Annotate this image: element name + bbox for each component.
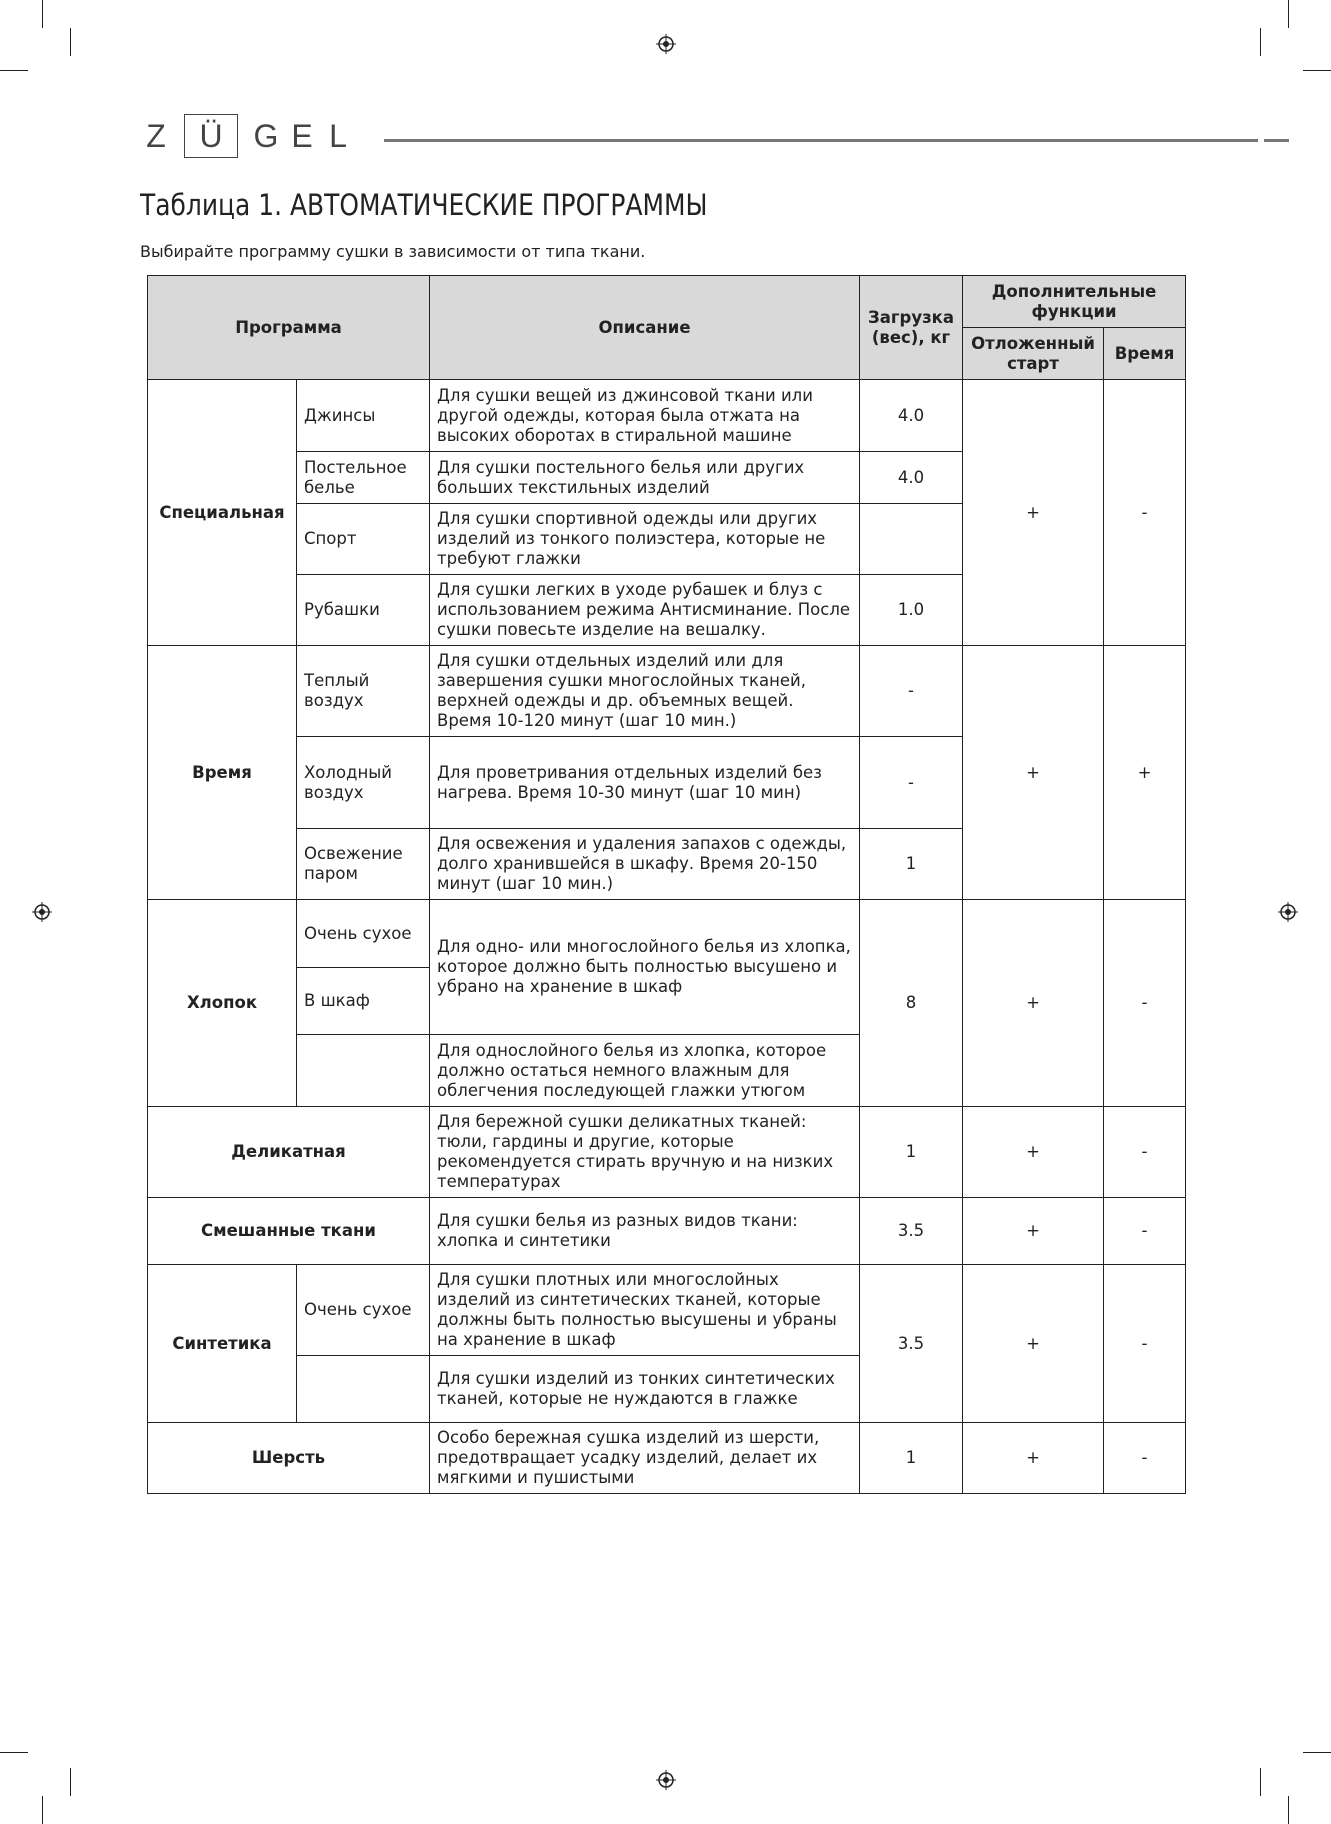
program-name: Хлопок <box>148 900 297 1107</box>
delay-start-value: + <box>963 1198 1104 1265</box>
crop-mark <box>42 0 43 28</box>
table-row <box>148 646 1186 737</box>
crop-mark <box>0 1752 28 1753</box>
time-value: - <box>1104 1265 1186 1423</box>
time-value: - <box>1104 1198 1186 1265</box>
registration-mark-icon <box>656 1770 676 1790</box>
crop-mark <box>0 70 28 71</box>
load-value: 3.5 <box>860 1198 963 1265</box>
program-description: Для одно- или многослойного белья из хлопка, которое должно быть полностью высушено и убрано на хранение в шкаф <box>430 900 860 1035</box>
subprogram-name: Рубашки <box>297 575 430 646</box>
subprogram-name: Спорт <box>297 504 430 575</box>
load-value: - <box>860 646 963 737</box>
registration-mark-icon <box>656 34 676 54</box>
table-row <box>148 900 1186 968</box>
header-description: Описание <box>430 276 860 380</box>
program-description: Для сушки легких в уходе рубашек и блуз с использованием режима Антисминание. После сушки повесьте изделие на вешалку. <box>430 575 860 646</box>
program-description: Для освежения и удаления запахов с одежды, долго хранившейся в шкафу. Время 20-150 минут (шаг 10 мин.) <box>430 829 860 900</box>
program-name: Синтетика <box>148 1265 297 1423</box>
load-value: 1 <box>860 1423 963 1494</box>
load-value: 1.0 <box>860 575 963 646</box>
program-description: Для проветривания отдельных изделий без нагрева. Время 10-30 минут (шаг 10 мин) <box>430 737 860 829</box>
program-description: Для однослойного белья из хлопка, которое должно остаться немного влажным для облегчения последующей глажки утюгом <box>430 1035 860 1107</box>
table-row <box>148 1423 1186 1494</box>
brand-logo <box>138 116 356 156</box>
table-row <box>148 1198 1186 1265</box>
crop-mark <box>42 1796 43 1824</box>
header-rule <box>1264 139 1289 142</box>
subprogram-name: Джинсы <box>297 380 430 452</box>
table-row <box>148 1107 1186 1198</box>
program-description: Для сушки постельного белья или других больших текстильных изделий <box>430 452 860 504</box>
crop-mark <box>70 28 71 56</box>
delay-start-value: + <box>963 900 1104 1107</box>
subprogram-name: Очень сухое <box>297 1265 430 1356</box>
header-rule <box>384 139 1258 142</box>
program-name: Деликатная <box>148 1107 430 1198</box>
load-value: 1 <box>860 1107 963 1198</box>
subprogram-name: Очень сухое <box>297 900 430 968</box>
time-value: - <box>1104 1423 1186 1494</box>
programs-table <box>147 275 1186 1494</box>
header-load: Загрузка (вес), кг <box>860 276 963 380</box>
crop-mark <box>1303 1752 1331 1753</box>
brand-letter: E <box>291 117 313 154</box>
program-description: Для сушки изделий из тонких синтетических тканей, которые не нуждаются в глажке <box>430 1356 860 1423</box>
load-value: 4.0 <box>860 452 963 504</box>
header-time: Время <box>1104 328 1186 380</box>
crop-mark <box>1288 1796 1289 1824</box>
time-value: - <box>1104 900 1186 1107</box>
delay-start-value: + <box>963 646 1104 900</box>
subprogram-name: Освежение паром <box>297 829 430 900</box>
time-value: - <box>1104 380 1186 646</box>
page-title: Таблица 1. АВТОМАТИЧЕСКИЕ ПРОГРАММЫ <box>140 188 708 222</box>
brand-letter: G <box>253 117 279 154</box>
program-description: Для сушки отдельных изделий или для завершения сушки многослойных тканей, верхней одежды и др. объемных вещей. Время 10-120 минут (шаг 10 мин.) <box>430 646 860 737</box>
program-name: Шерсть <box>148 1423 430 1494</box>
program-description: Для бережной сушки деликатных тканей: тюли, гардины и другие, которые рекомендуется стирать вручную и на низких температурах <box>430 1107 860 1198</box>
crop-mark <box>70 1768 71 1796</box>
delay-start-value: + <box>963 1107 1104 1198</box>
delay-start-value: + <box>963 1423 1104 1494</box>
table-row <box>148 380 1186 452</box>
subprogram-name: Постельное белье <box>297 452 430 504</box>
crop-mark <box>1288 0 1289 28</box>
program-description: Особо бережная сушка изделий из шерсти, предотвращает усадку изделий, делает их мягкими и пушистыми <box>430 1423 860 1494</box>
load-value: 3.5 <box>860 1265 963 1423</box>
subprogram-name-empty <box>297 1356 430 1423</box>
load-value: 4.0 <box>860 380 963 452</box>
program-description: Для сушки белья из разных видов ткани: хлопка и синтетики <box>430 1198 860 1265</box>
delay-start-value: + <box>963 1265 1104 1423</box>
brand-letter: L <box>329 117 347 154</box>
registration-mark-icon <box>32 902 52 922</box>
header-delay-start: Отложенный старт <box>963 328 1104 380</box>
subprogram-name: В шкаф <box>297 968 430 1035</box>
brand-letter: Ü <box>184 114 238 158</box>
table-row <box>148 1265 1186 1356</box>
brand-letter: Z <box>146 117 166 154</box>
program-name: Смешанные ткани <box>148 1198 430 1265</box>
delay-start-value: + <box>963 380 1104 646</box>
page-subtitle: Выбирайте программу сушки в зависимости от типа ткани. <box>140 242 646 261</box>
crop-mark <box>1260 1768 1261 1796</box>
header-extra-functions: Дополнительные функции <box>963 276 1186 328</box>
load-value: 8 <box>860 900 963 1107</box>
program-name: Время <box>148 646 297 900</box>
program-description: Для сушки спортивной одежды или других изделий из тонкого полиэстера, которые не требуют глажки <box>430 504 860 575</box>
program-description: Для сушки плотных или многослойных изделий из синтетических тканей, которые должны быть полностью высушены и убраны на хранение в шкаф <box>430 1265 860 1356</box>
crop-mark <box>1303 70 1331 71</box>
load-value <box>860 504 963 575</box>
registration-mark-icon <box>1278 902 1298 922</box>
subprogram-name: Теплый воздух <box>297 646 430 737</box>
time-value: - <box>1104 1107 1186 1198</box>
subprogram-name: Холодный воздух <box>297 737 430 829</box>
crop-mark <box>1260 28 1261 56</box>
time-value: + <box>1104 646 1186 900</box>
load-value: 1 <box>860 829 963 900</box>
program-description: Для сушки вещей из джинсовой ткани или другой одежды, которая была отжата на высоких оборотах в стиральной машине <box>430 380 860 452</box>
load-value: - <box>860 737 963 829</box>
subprogram-name-empty <box>297 1035 430 1107</box>
program-name: Специальная <box>148 380 297 646</box>
header-program: Программа <box>148 276 430 380</box>
